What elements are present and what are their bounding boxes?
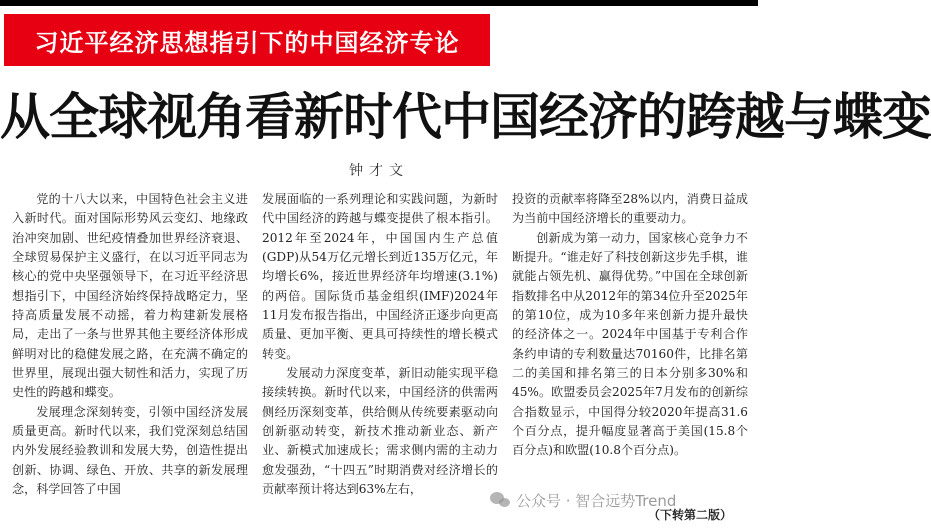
- paragraph: 党的十八大以来，中国特色社会主义进入新时代。面对国际形势风云变幻、地缘政治冲突加剧、世纪疫情叠加世界经济衰退、全球贸易保护主义盛行，在以习近平同志为核心的党中央坚强领导下，在习近平经济思想指引下，中国经济始终保持战略定力，坚持高质量发展不动摇，着力构建新发展格局，走出了一条与世界其他主要经济体形成鲜明对比的稳健发展之路，在充满不确定的世界里，展现出强大韧性和活力，实现了历史性的跨越和蝶变。: [12, 192, 248, 400]
- banner-text: 习近平经济思想指引下的中国经济专论: [34, 28, 460, 57]
- paragraph: 发展面临的一系列理论和实践问题，为新时代中国经济的跨越与蝶变提供了根本指引。2012年至2024年，中国国内生产总值(GDP)从54万亿元增长到近135万亿元，年均增长6%，接近世界经济年均增速(3.1%)的两倍。国际货币基金组织(IMF)2024年11月发布报告指出，中国经济正逐步向更高质量、更加平衡、更具可持续性的增长模式转变。: [262, 192, 498, 361]
- paragraph: 创新成为第一动力，国家核心竞争力不断提升。“谁走好了科技创新这步先手棋，谁就能占领先机、赢得优势。”中国在全球创新指数排名中从2012年的第34位升至2025年的第10位，成为10多年来创新力提升最快的经济体之一。2024年中国基于专利合作条约申请的专利数量达70160件，比排名第二的美国和排名第三的日本分别多30%和45%。欧盟委员会2025年7月发布的创新综合指数显示，中国得分较2020年提高31.6个百分点，提升幅度显著高于美国(15.8个百分点)和欧盟(10.8个百分点)。: [512, 230, 748, 458]
- article-column-3: [512, 190, 748, 530]
- watermark-text: 公众号 · 智合远势Trend: [516, 491, 677, 510]
- article-author: 钟才文: [349, 163, 409, 179]
- paragraph: 投资的贡献率将降至28%以内，消费日益成为当前中国经济增长的重要动力。: [512, 192, 748, 226]
- paragraph: 发展理念深刻转变，引领中国经济发展质量更高。新时代以来，我们党深刻总结国内外发展经验教训和发展大势，创造性提出创新、协调、绿色、开放、共享的新发展理念，科学回答了中国: [12, 404, 248, 497]
- wechat-icon: [490, 492, 510, 508]
- top-rule: [0, 0, 758, 6]
- continued-note: （下转第二版）: [648, 508, 733, 522]
- paragraph: 发展动力深度变革，新旧动能实现平稳接续转换。新时代以来，中国经济的供需两侧经历深刻变革，供给侧从传统要素驱动向创新驱动转变，新技术推动新业态、新产业、新模式加速成长；需求侧内需的主动力愈发强劲，“十四五”时期消费对经济增长的贡献率预计将达到63%左右，: [262, 366, 498, 497]
- article-column-1: [12, 190, 248, 530]
- article-headline: 从全球视角看新时代中国经济的跨越与蝶变: [0, 88, 931, 146]
- article-column-2: [262, 190, 498, 530]
- column-banner: [4, 14, 490, 66]
